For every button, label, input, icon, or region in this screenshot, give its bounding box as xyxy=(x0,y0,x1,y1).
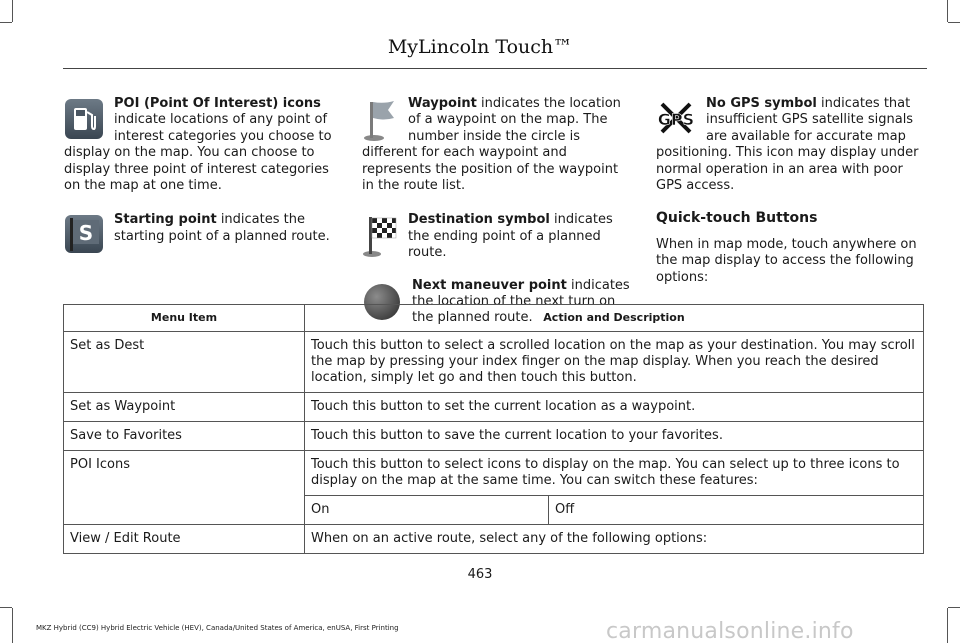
options-table xyxy=(63,304,924,554)
no-gps-description: indicates that insufficient GPS satellite signals are available for accurate map positioning. This icon may display under normal operation in an area with poor GPS access. xyxy=(656,96,919,194)
destination-description: indicates the ending point of a planned route. xyxy=(408,212,613,261)
crop-mark xyxy=(0,607,12,608)
table-row xyxy=(64,422,924,451)
menu-item-cell: View / Edit Route xyxy=(64,525,305,554)
section-heading: Quick-touch Buttons xyxy=(656,210,818,227)
poi-description: indicate locations of any point of interest categories you choose to display on the map. You can choose to display three point of interest categories on the map at one time. xyxy=(64,112,332,194)
starting-point-flag-icon xyxy=(64,214,104,254)
poi-term: POI (Point Of Interest) icons xyxy=(114,96,321,111)
table-row xyxy=(64,451,924,496)
no-gps-block xyxy=(656,96,928,194)
menu-item-cell: Set as Waypoint xyxy=(64,393,305,422)
table-row xyxy=(64,525,924,554)
description-cell: Touch this button to set the current location as a waypoint. xyxy=(305,393,924,422)
column-header-menu-item: Menu Item xyxy=(64,305,305,332)
page-title: MyLincoln Touch™ xyxy=(387,36,573,58)
no-gps-term: No GPS symbol xyxy=(706,96,817,111)
column-2 xyxy=(362,96,632,327)
poi-block xyxy=(64,96,338,194)
starting-point-term: Starting point xyxy=(114,212,217,228)
no-gps-icon-text: GPS xyxy=(657,110,695,129)
destination-term: Destination symbol xyxy=(408,212,550,228)
waypoint-term: Waypoint xyxy=(408,96,477,111)
section-intro: When in map mode, touch anywhere on the map display to access the following options: xyxy=(656,236,917,285)
starting-point-block xyxy=(64,212,338,254)
crop-mark xyxy=(0,22,12,23)
waypoint-block xyxy=(362,96,632,194)
description-cell: When on an active route, select any of the following options: xyxy=(305,525,924,554)
feature-off-cell: Off xyxy=(549,496,924,525)
crop-mark xyxy=(947,0,948,22)
next-maneuver-term: Next maneuver point xyxy=(412,277,567,293)
menu-item-cell: Save to Favorites xyxy=(64,422,305,451)
crop-mark xyxy=(948,22,960,23)
waypoint-description: indicates the location of a waypoint on the map. The number inside the circle is different for each waypoint and represents the position of the waypoint in the route list. xyxy=(362,96,621,194)
feature-on-cell: On xyxy=(305,496,549,525)
destination-block xyxy=(362,212,632,261)
crop-mark xyxy=(12,0,13,22)
menu-item-cell: POI Icons xyxy=(64,451,305,525)
crop-mark xyxy=(947,608,948,643)
menu-item-cell: Set as Dest xyxy=(64,332,305,393)
description-cell: Touch this button to select a scrolled location on the map as your destination. You may scroll the map by pressing your index finger on the map display. When you reach the desired location, simply let go and then touch this button. xyxy=(305,332,924,393)
table-header-row xyxy=(64,305,924,332)
crop-mark xyxy=(948,607,960,608)
crop-mark xyxy=(12,608,13,643)
table-row xyxy=(64,332,924,393)
description-cell: Touch this button to save the current location to your favorites. xyxy=(305,422,924,451)
page-number: 463 xyxy=(467,567,493,582)
fuel-pump-icon xyxy=(64,98,104,140)
next-maneuver-description: indicates the location of the next turn on the planned route. xyxy=(412,277,630,326)
column-header-action: Action and Description xyxy=(305,305,924,332)
column-3 xyxy=(656,96,928,286)
starting-point-description: indicates the starting point of a planned route. xyxy=(114,212,330,244)
waypoint-flag-icon xyxy=(362,98,398,142)
footer-text: MKZ Hybrid (CC9) Hybrid Electric Vehicle (HEV), Canada/United States of America, enUSA, First Printing xyxy=(36,624,399,632)
checkered-flag-icon xyxy=(362,214,398,258)
starting-point-icon-letter: S xyxy=(78,221,94,246)
watermark: carmanualsonline.info xyxy=(606,619,854,643)
header-divider xyxy=(63,68,927,69)
table-row xyxy=(64,393,924,422)
no-gps-icon xyxy=(656,98,696,138)
column-1 xyxy=(64,96,338,254)
description-cell: Touch this button to select icons to display on the map. You can select up to three icons to display on the map at the same time. You can switch these features: xyxy=(305,451,924,496)
